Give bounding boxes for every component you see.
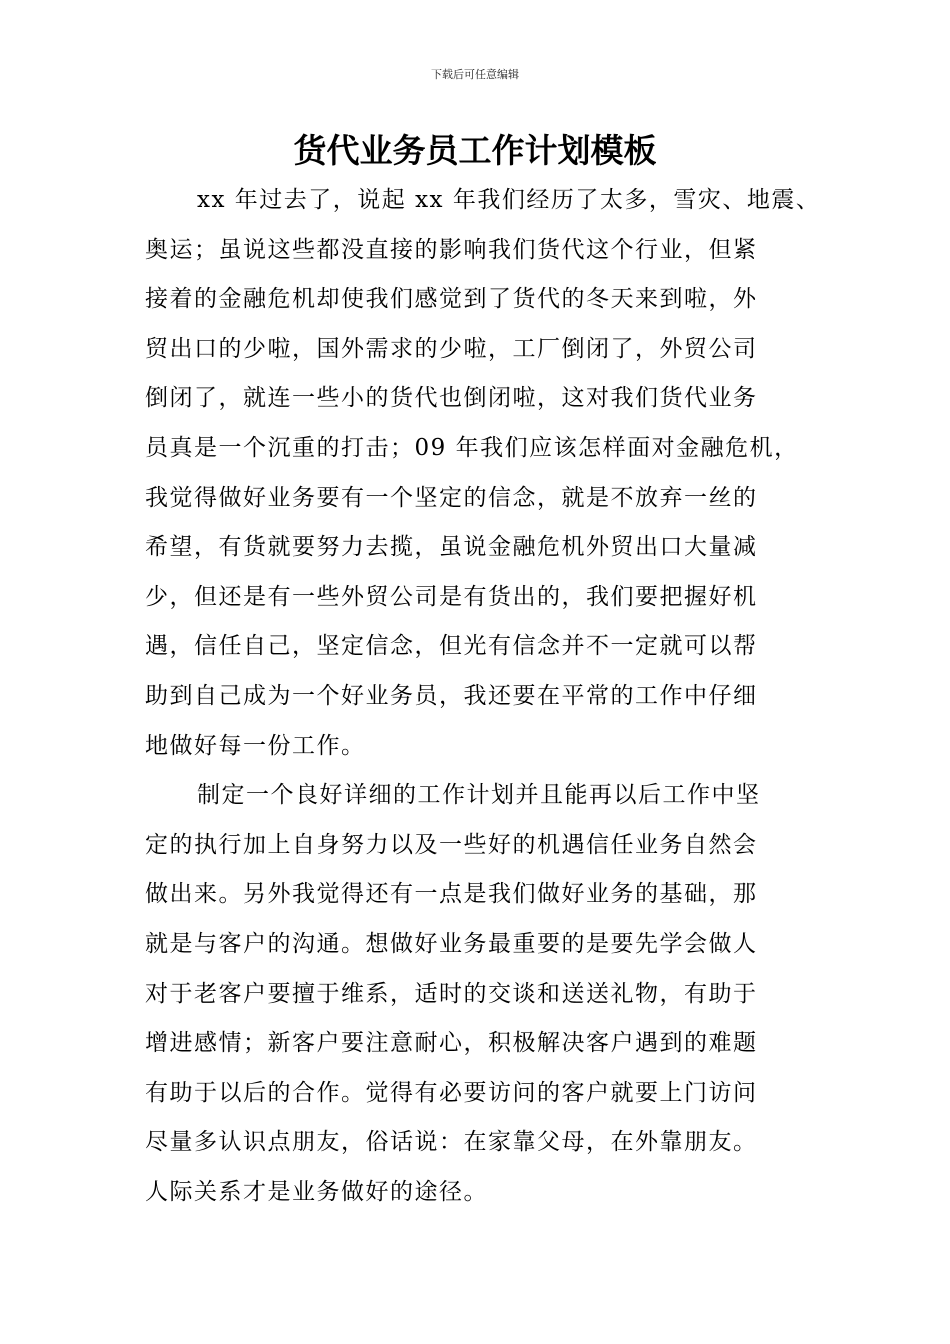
paragraph-2 <box>145 771 825 1217</box>
text-line: 倒闭了，就连一些小的货代也倒闭啦，这对我们货代业务 <box>145 385 758 412</box>
document-title: 货代业务员工作计划模板 <box>293 131 657 170</box>
text-line: 贸出口的少啦，国外需求的少啦，工厂倒闭了，外贸公司 <box>145 335 758 362</box>
paragraph-1 <box>145 176 825 771</box>
text-line: 对于老客户要擅于维系，适时的交谈和送送礼物，有助于 <box>145 980 758 1007</box>
text-line: 人际关系才是业务做好的途径。 <box>145 1178 488 1205</box>
text-line: 增进感情；新客户要注意耐心，积极解决客户遇到的难题 <box>145 1030 758 1057</box>
text-line: 少，但还是有一些外贸公司是有货出的，我们要把握好机 <box>145 583 758 610</box>
text-line: 遇，信任自己，坚定信念，但光有信念并不一定就可以帮 <box>145 633 758 660</box>
header-note: 下载后可任意编辑 <box>431 68 519 81</box>
text-line: 员真是一个沉重的打击；09 年我们应该怎样面对金融危机， <box>145 434 799 461</box>
text-line: 奥运；虽说这些都没直接的影响我们货代这个行业，但紧 <box>145 236 758 263</box>
text-line: 地做好每一份工作。 <box>145 732 366 759</box>
document-body <box>145 176 825 1217</box>
text-line: 接着的金融危机却使我们感觉到了货代的冬天来到啦，外 <box>145 286 758 313</box>
text-line: 希望，有货就要努力去揽，虽说金融危机外贸出口大量减 <box>145 534 758 561</box>
text-line: xx 年过去了，说起 xx 年我们经历了太多，雪灾、地震、 <box>197 187 821 213</box>
text-line: 我觉得做好业务要有一个坚定的信念，就是不放弃一丝的 <box>145 484 758 511</box>
text-line: 做出来。另外我觉得还有一点是我们做好业务的基础，那 <box>145 881 758 908</box>
text-line: 制定一个良好详细的工作计划并且能再以后工作中坚 <box>197 782 761 809</box>
text-line: 定的执行加上自身努力以及一些好的机遇信任业务自然会 <box>145 831 758 858</box>
text-line: 就是与客户的沟通。想做好业务最重要的是要先学会做人 <box>145 930 758 957</box>
text-line: 有助于以后的合作。觉得有必要访问的客户就要上门访问 <box>145 1079 758 1106</box>
text-line: 助到自己成为一个好业务员，我还要在平常的工作中仔细 <box>145 682 758 709</box>
text-line: 尽量多认识点朋友，俗话说：在家靠父母，在外靠朋友。 <box>145 1129 758 1156</box>
